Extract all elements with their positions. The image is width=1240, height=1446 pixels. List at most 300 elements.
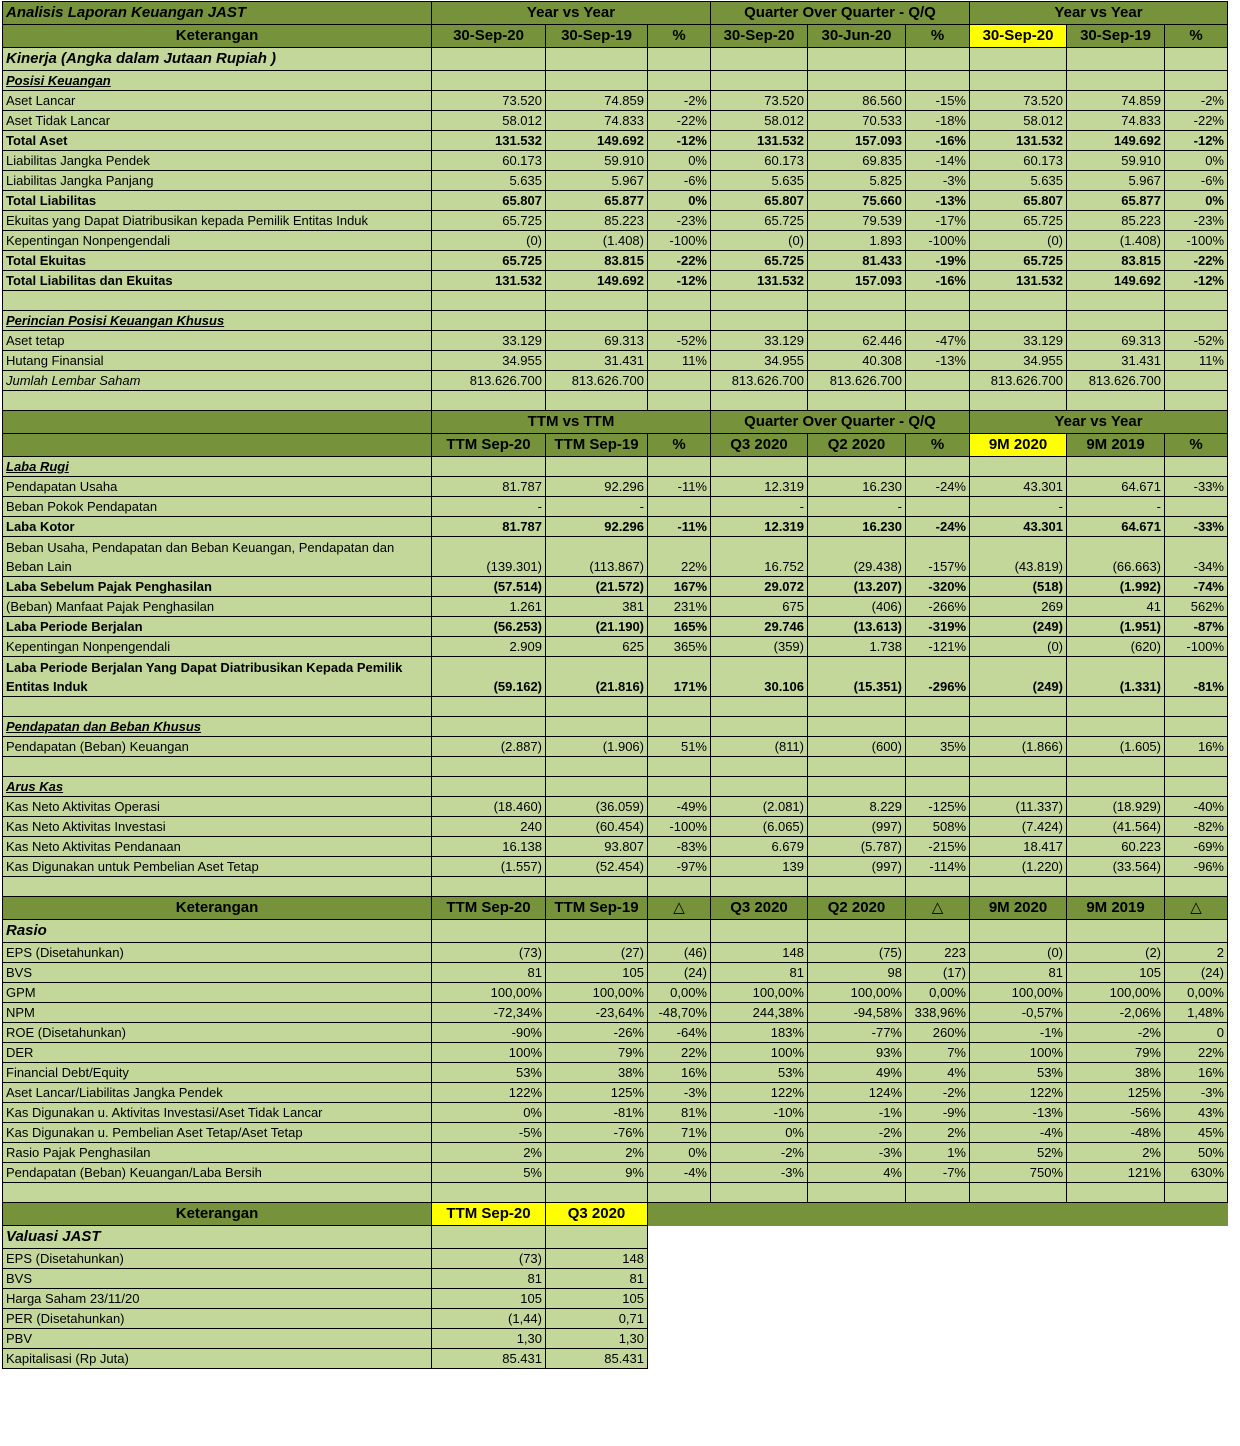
value-cell[interactable]	[906, 497, 970, 517]
value-cell[interactable]: (60.454)	[546, 817, 648, 837]
value-cell[interactable]: (249)	[970, 617, 1067, 637]
blank-cell[interactable]	[906, 1269, 970, 1289]
value-cell[interactable]: -34%	[1165, 537, 1228, 577]
value-cell[interactable]: -24%	[906, 517, 970, 537]
value-cell[interactable]: (406)	[808, 597, 906, 617]
value-cell[interactable]: (41.564)	[1067, 817, 1165, 837]
value-cell[interactable]: 6.679	[711, 837, 808, 857]
value-cell[interactable]: 60.223	[1067, 837, 1165, 857]
blank-cell[interactable]	[1067, 1203, 1165, 1226]
value-cell[interactable]: (2.887)	[432, 737, 546, 757]
value-cell[interactable]: -23,64%	[546, 1003, 648, 1023]
value-cell[interactable]: -15%	[906, 91, 970, 111]
empty-cell[interactable]	[1165, 457, 1228, 477]
value-cell[interactable]: (113.867)	[546, 537, 648, 577]
kinerja-label[interactable]: Kinerja (Angka dalam Jutaan Rupiah )	[3, 48, 432, 71]
value-cell[interactable]: 630%	[1165, 1163, 1228, 1183]
blank-cell[interactable]	[1067, 1249, 1165, 1269]
value-cell[interactable]: 58.012	[711, 111, 808, 131]
value-cell[interactable]: -52%	[648, 331, 711, 351]
empty-cell[interactable]	[711, 717, 808, 737]
value-cell[interactable]: 122%	[432, 1083, 546, 1103]
empty-cell[interactable]	[1165, 697, 1228, 717]
value-cell[interactable]: 813.626.700	[711, 371, 808, 391]
value-cell[interactable]: 65.807	[970, 191, 1067, 211]
row-label[interactable]: Total Liabilitas dan Ekuitas	[3, 271, 432, 291]
blank-cell[interactable]	[970, 1269, 1067, 1289]
value-cell[interactable]: 60.173	[970, 151, 1067, 171]
blank-cell[interactable]	[1165, 1349, 1228, 1369]
value-cell[interactable]: 92.296	[546, 517, 648, 537]
row-label[interactable]: Beban Usaha, Pendapatan dan Beban Keuangan, Pendapatan dan Beban Lain	[3, 537, 432, 577]
blank-cell[interactable]	[648, 1329, 711, 1349]
value-cell[interactable]: 16%	[1165, 1063, 1228, 1083]
empty-cell[interactable]	[546, 757, 648, 777]
value-cell[interactable]: (1.951)	[1067, 617, 1165, 637]
value-cell[interactable]: 22%	[648, 1043, 711, 1063]
value-cell[interactable]: -4%	[648, 1163, 711, 1183]
row-label[interactable]: DER	[3, 1043, 432, 1063]
empty-cell[interactable]	[906, 311, 970, 331]
value-cell[interactable]: -215%	[906, 837, 970, 857]
value-cell[interactable]: -47%	[906, 331, 970, 351]
row-label[interactable]: Pendapatan Usaha	[3, 477, 432, 497]
value-cell[interactable]: 85.223	[1067, 211, 1165, 231]
value-cell[interactable]: 85.431	[546, 1349, 648, 1369]
empty-cell[interactable]	[648, 48, 711, 71]
row-label[interactable]: EPS (Disetahunkan)	[3, 1249, 432, 1269]
row-label[interactable]: EPS (Disetahunkan)	[3, 943, 432, 963]
arus-kas-label[interactable]: Arus Kas	[3, 777, 432, 797]
empty-cell[interactable]	[970, 71, 1067, 91]
value-cell[interactable]: (13.207)	[808, 577, 906, 597]
value-cell[interactable]: 122%	[970, 1083, 1067, 1103]
value-cell[interactable]: 65.725	[970, 211, 1067, 231]
empty-cell[interactable]	[432, 391, 546, 411]
value-cell[interactable]: -56%	[1067, 1103, 1165, 1123]
value-cell[interactable]: -12%	[648, 271, 711, 291]
value-cell[interactable]: -	[970, 497, 1067, 517]
value-cell[interactable]: -13%	[906, 191, 970, 211]
value-cell[interactable]: (18.929)	[1067, 797, 1165, 817]
value-cell[interactable]: -9%	[906, 1103, 970, 1123]
empty-cell[interactable]	[711, 877, 808, 897]
empty-cell[interactable]	[1067, 757, 1165, 777]
value-cell[interactable]: -81%	[1165, 657, 1228, 697]
empty-cell[interactable]	[970, 920, 1067, 943]
value-cell[interactable]: 29.072	[711, 577, 808, 597]
value-cell[interactable]: 5.635	[711, 171, 808, 191]
value-cell[interactable]	[648, 371, 711, 391]
row-label[interactable]: NPM	[3, 1003, 432, 1023]
value-cell[interactable]: (56.253)	[432, 617, 546, 637]
value-cell[interactable]: -64%	[648, 1023, 711, 1043]
value-cell[interactable]: 74.833	[1067, 111, 1165, 131]
value-cell[interactable]: -17%	[906, 211, 970, 231]
value-cell[interactable]: 5.967	[1067, 171, 1165, 191]
value-cell[interactable]: -100%	[648, 817, 711, 837]
value-cell[interactable]: 0,71	[546, 1309, 648, 1329]
empty-cell[interactable]	[432, 1183, 546, 1203]
column-header[interactable]: Q2 2020	[808, 897, 906, 920]
value-cell[interactable]: 11%	[1165, 351, 1228, 371]
value-cell[interactable]: (1.331)	[1067, 657, 1165, 697]
value-cell[interactable]: -19%	[906, 251, 970, 271]
value-cell[interactable]: 81	[970, 963, 1067, 983]
column-header[interactable]: Q3 2020	[711, 434, 808, 457]
value-cell[interactable]: 100,00%	[711, 983, 808, 1003]
value-cell[interactable]: (18.460)	[432, 797, 546, 817]
empty-cell[interactable]	[970, 48, 1067, 71]
empty-cell[interactable]	[432, 291, 546, 311]
empty-cell[interactable]	[808, 311, 906, 331]
value-cell[interactable]: 59.910	[1067, 151, 1165, 171]
value-cell[interactable]: 4%	[906, 1063, 970, 1083]
value-cell[interactable]: -52%	[1165, 331, 1228, 351]
value-cell[interactable]: 105	[432, 1289, 546, 1309]
value-cell[interactable]: 813.626.700	[970, 371, 1067, 391]
value-cell[interactable]: -7%	[906, 1163, 970, 1183]
empty-cell[interactable]	[906, 920, 970, 943]
value-cell[interactable]: 131.532	[711, 271, 808, 291]
empty-cell[interactable]	[546, 717, 648, 737]
empty-cell[interactable]	[546, 71, 648, 91]
value-cell[interactable]: -22%	[1165, 111, 1228, 131]
value-cell[interactable]: -0,57%	[970, 1003, 1067, 1023]
empty-cell[interactable]	[1165, 71, 1228, 91]
column-header[interactable]: Keterangan	[3, 1203, 432, 1226]
empty-cell[interactable]	[808, 291, 906, 311]
column-header[interactable]: TTM Sep-20	[432, 1203, 546, 1226]
column-header[interactable]: 9M 2020	[970, 434, 1067, 457]
value-cell[interactable]: 125%	[1067, 1083, 1165, 1103]
value-cell[interactable]: 81.787	[432, 517, 546, 537]
value-cell[interactable]: -16%	[906, 131, 970, 151]
value-cell[interactable]: -33%	[1165, 517, 1228, 537]
value-cell[interactable]: 1,30	[432, 1329, 546, 1349]
value-cell[interactable]: (1.557)	[432, 857, 546, 877]
value-cell[interactable]: 79.539	[808, 211, 906, 231]
col-8[interactable]: 30-Sep-19	[1067, 25, 1165, 48]
value-cell[interactable]: 81	[432, 1269, 546, 1289]
column-header[interactable]: %	[906, 434, 970, 457]
empty-cell[interactable]	[906, 777, 970, 797]
empty-cell[interactable]	[808, 391, 906, 411]
value-cell[interactable]: -3%	[648, 1083, 711, 1103]
value-cell[interactable]: 105	[546, 1289, 648, 1309]
row-label[interactable]: Liabilitas Jangka Pendek	[3, 151, 432, 171]
blank-cell[interactable]	[808, 1329, 906, 1349]
empty-cell[interactable]	[648, 71, 711, 91]
value-cell[interactable]: 149.692	[1067, 271, 1165, 291]
blank-cell[interactable]	[711, 1329, 808, 1349]
value-cell[interactable]: 81.433	[808, 251, 906, 271]
empty-cell[interactable]	[906, 697, 970, 717]
blank-cell[interactable]	[906, 1329, 970, 1349]
blank-cell[interactable]	[1067, 1226, 1165, 1249]
value-cell[interactable]: -114%	[906, 857, 970, 877]
row-label[interactable]: Kas Digunakan u. Pembelian Aset Tetap/Aset Tetap	[3, 1123, 432, 1143]
value-cell[interactable]: 124%	[808, 1083, 906, 1103]
value-cell[interactable]: -72,34%	[432, 1003, 546, 1023]
value-cell[interactable]: -26%	[546, 1023, 648, 1043]
value-cell[interactable]: -3%	[711, 1163, 808, 1183]
value-cell[interactable]: -	[808, 497, 906, 517]
empty-cell[interactable]	[970, 391, 1067, 411]
blank-cell[interactable]	[808, 1249, 906, 1269]
value-cell[interactable]: -13%	[970, 1103, 1067, 1123]
empty-cell[interactable]	[906, 391, 970, 411]
value-cell[interactable]: -320%	[906, 577, 970, 597]
value-cell[interactable]: 40.308	[808, 351, 906, 371]
value-cell[interactable]: 100,00%	[1067, 983, 1165, 1003]
group-qoq-1[interactable]: Quarter Over Quarter - Q/Q	[711, 2, 970, 25]
col-keterangan[interactable]: Keterangan	[3, 25, 432, 48]
value-cell[interactable]: 41	[1067, 597, 1165, 617]
value-cell[interactable]: 49%	[808, 1063, 906, 1083]
value-cell[interactable]: 100,00%	[970, 983, 1067, 1003]
value-cell[interactable]: (21.572)	[546, 577, 648, 597]
row-label[interactable]: Laba Periode Berjalan	[3, 617, 432, 637]
row-label[interactable]: Kas Digunakan untuk Pembelian Aset Tetap	[3, 857, 432, 877]
blank-cell[interactable]	[970, 1329, 1067, 1349]
blank-cell[interactable]	[906, 1289, 970, 1309]
value-cell[interactable]: -48%	[1067, 1123, 1165, 1143]
value-cell[interactable]: 122%	[711, 1083, 808, 1103]
value-cell[interactable]: 11%	[648, 351, 711, 371]
value-cell[interactable]: 0	[1165, 1023, 1228, 1043]
value-cell[interactable]: -82%	[1165, 817, 1228, 837]
value-cell[interactable]: (997)	[808, 817, 906, 837]
value-cell[interactable]: 65.877	[546, 191, 648, 211]
value-cell[interactable]: 51%	[648, 737, 711, 757]
value-cell[interactable]: -125%	[906, 797, 970, 817]
row-label[interactable]: Rasio Pajak Penghasilan	[3, 1143, 432, 1163]
value-cell[interactable]: 58.012	[432, 111, 546, 131]
empty-cell[interactable]	[546, 777, 648, 797]
empty-cell[interactable]	[808, 777, 906, 797]
row-label[interactable]: Total Aset	[3, 131, 432, 151]
value-cell[interactable]: 100,00%	[432, 983, 546, 1003]
blank-cell[interactable]	[1067, 1289, 1165, 1309]
value-cell[interactable]: 562%	[1165, 597, 1228, 617]
col-7-highlighted[interactable]: 30-Sep-20	[970, 25, 1067, 48]
value-cell[interactable]: 69.835	[808, 151, 906, 171]
empty-cell[interactable]	[906, 1183, 970, 1203]
pendapatan-beban-khusus-label[interactable]: Pendapatan dan Beban Khusus	[3, 717, 432, 737]
empty-cell[interactable]	[1165, 920, 1228, 943]
empty-cell[interactable]	[970, 311, 1067, 331]
empty-cell[interactable]	[546, 1183, 648, 1203]
value-cell[interactable]: (1.408)	[1067, 231, 1165, 251]
empty-cell[interactable]	[808, 877, 906, 897]
empty-cell[interactable]	[1165, 311, 1228, 331]
value-cell[interactable]: 69.313	[1067, 331, 1165, 351]
empty-cell[interactable]	[546, 697, 648, 717]
value-cell[interactable]: 675	[711, 597, 808, 617]
value-cell[interactable]: 12.319	[711, 477, 808, 497]
value-cell[interactable]: (620)	[1067, 637, 1165, 657]
value-cell[interactable]: 34.955	[432, 351, 546, 371]
value-cell[interactable]: (0)	[970, 637, 1067, 657]
value-cell[interactable]: (43.819)	[970, 537, 1067, 577]
value-cell[interactable]: 139	[711, 857, 808, 877]
value-cell[interactable]: 53%	[432, 1063, 546, 1083]
empty-cell[interactable]	[432, 1226, 546, 1249]
value-cell[interactable]: -23%	[1165, 211, 1228, 231]
value-cell[interactable]: 813.626.700	[1067, 371, 1165, 391]
value-cell[interactable]: 5.635	[970, 171, 1067, 191]
value-cell[interactable]: 65.877	[1067, 191, 1165, 211]
value-cell[interactable]: 0%	[648, 1143, 711, 1163]
empty-cell[interactable]	[808, 920, 906, 943]
value-cell[interactable]: 65.725	[711, 251, 808, 271]
value-cell[interactable]: 365%	[648, 637, 711, 657]
value-cell[interactable]: 92.296	[546, 477, 648, 497]
row-label[interactable]: BVS	[3, 963, 432, 983]
empty-cell[interactable]	[808, 71, 906, 91]
group-header[interactable]: Year vs Year	[970, 411, 1228, 434]
empty-cell[interactable]	[1165, 877, 1228, 897]
laba-rugi-label[interactable]: Laba Rugi	[3, 457, 432, 477]
blank-cell[interactable]	[648, 1249, 711, 1269]
value-cell[interactable]: 33.129	[711, 331, 808, 351]
blank-cell[interactable]	[1165, 1269, 1228, 1289]
value-cell[interactable]: (0)	[970, 943, 1067, 963]
blank-cell[interactable]	[711, 1289, 808, 1309]
value-cell[interactable]: -	[711, 497, 808, 517]
blank-cell[interactable]	[711, 1249, 808, 1269]
empty-cell[interactable]	[546, 457, 648, 477]
blank-cell[interactable]	[648, 1203, 711, 1226]
empty-cell[interactable]	[711, 697, 808, 717]
value-cell[interactable]: (1.408)	[546, 231, 648, 251]
value-cell[interactable]: -3%	[906, 171, 970, 191]
value-cell[interactable]: 33.129	[432, 331, 546, 351]
value-cell[interactable]: 813.626.700	[432, 371, 546, 391]
value-cell[interactable]: (0)	[432, 231, 546, 251]
value-cell[interactable]: 74.859	[1067, 91, 1165, 111]
value-cell[interactable]: 70.533	[808, 111, 906, 131]
value-cell[interactable]: 0%	[648, 191, 711, 211]
row-label[interactable]: Kas Digunakan u. Aktivitas Investasi/Aset Tidak Lancar	[3, 1103, 432, 1123]
value-cell[interactable]: 171%	[648, 657, 711, 697]
blank-cell[interactable]	[970, 1249, 1067, 1269]
value-cell[interactable]: 149.692	[546, 271, 648, 291]
value-cell[interactable]: 100,00%	[808, 983, 906, 1003]
value-cell[interactable]: -4%	[970, 1123, 1067, 1143]
row-label[interactable]: Ekuitas yang Dapat Diatribusikan kepada Pemilik Entitas Induk	[3, 211, 432, 231]
value-cell[interactable]: 750%	[970, 1163, 1067, 1183]
blank-cell[interactable]	[1067, 1329, 1165, 1349]
blank-cell[interactable]	[1165, 1289, 1228, 1309]
value-cell[interactable]: 0,00%	[648, 983, 711, 1003]
value-cell[interactable]: 16.230	[808, 477, 906, 497]
value-cell[interactable]: 81	[432, 963, 546, 983]
value-cell[interactable]: 81	[546, 1269, 648, 1289]
value-cell[interactable]: -6%	[648, 171, 711, 191]
empty-cell[interactable]	[906, 877, 970, 897]
blank-cell[interactable]	[970, 1289, 1067, 1309]
value-cell[interactable]: 4%	[808, 1163, 906, 1183]
value-cell[interactable]: 9%	[546, 1163, 648, 1183]
value-cell[interactable]: (139.301)	[432, 537, 546, 577]
value-cell[interactable]: -69%	[1165, 837, 1228, 857]
empty-cell[interactable]	[711, 457, 808, 477]
value-cell[interactable]: 0%	[1165, 151, 1228, 171]
empty-cell[interactable]	[970, 457, 1067, 477]
row-label[interactable]: Laba Periode Berjalan Yang Dapat Diatribusikan Kepada Pemilik Entitas Induk	[3, 657, 432, 697]
empty-cell[interactable]	[711, 920, 808, 943]
value-cell[interactable]: 64.671	[1067, 517, 1165, 537]
value-cell[interactable]: 81%	[648, 1103, 711, 1123]
empty-cell[interactable]	[432, 48, 546, 71]
row-label[interactable]: Total Ekuitas	[3, 251, 432, 271]
value-cell[interactable]: -16%	[906, 271, 970, 291]
value-cell[interactable]: -48,70%	[648, 1003, 711, 1023]
value-cell[interactable]: (52.454)	[546, 857, 648, 877]
value-cell[interactable]: 22%	[1165, 1043, 1228, 1063]
value-cell[interactable]: 105	[546, 963, 648, 983]
value-cell[interactable]: -2%	[1165, 91, 1228, 111]
value-cell[interactable]: (29.438)	[808, 537, 906, 577]
column-header[interactable]: Q2 2020	[808, 434, 906, 457]
empty-cell[interactable]	[808, 457, 906, 477]
value-cell[interactable]: (24)	[1165, 963, 1228, 983]
posisi-keuangan-label[interactable]: Posisi Keuangan	[3, 71, 432, 91]
value-cell[interactable]: 381	[546, 597, 648, 617]
value-cell[interactable]: -96%	[1165, 857, 1228, 877]
value-cell[interactable]: 60.173	[432, 151, 546, 171]
value-cell[interactable]: 1,48%	[1165, 1003, 1228, 1023]
value-cell[interactable]: (73)	[432, 1249, 546, 1269]
value-cell[interactable]: -22%	[648, 251, 711, 271]
value-cell[interactable]: (36.059)	[546, 797, 648, 817]
empty-cell[interactable]	[648, 311, 711, 331]
value-cell[interactable]: 0%	[1165, 191, 1228, 211]
row-label[interactable]: PBV	[3, 1329, 432, 1349]
col-9[interactable]: %	[1165, 25, 1228, 48]
empty-cell[interactable]	[648, 697, 711, 717]
empty-cell[interactable]	[906, 757, 970, 777]
row-label[interactable]: Pendapatan (Beban) Keuangan	[3, 737, 432, 757]
value-cell[interactable]: (997)	[808, 857, 906, 877]
value-cell[interactable]: 73.520	[432, 91, 546, 111]
value-cell[interactable]: -81%	[546, 1103, 648, 1123]
column-header[interactable]: 9M 2020	[970, 897, 1067, 920]
value-cell[interactable]: (27)	[546, 943, 648, 963]
empty-cell[interactable]	[648, 717, 711, 737]
value-cell[interactable]: -83%	[648, 837, 711, 857]
empty-cell[interactable]	[1165, 717, 1228, 737]
value-cell[interactable]: 74.859	[546, 91, 648, 111]
value-cell[interactable]: 65.725	[432, 211, 546, 231]
value-cell[interactable]: 5%	[432, 1163, 546, 1183]
value-cell[interactable]: -24%	[906, 477, 970, 497]
row-label[interactable]: Liabilitas Jangka Panjang	[3, 171, 432, 191]
value-cell[interactable]: 83.815	[1067, 251, 1165, 271]
value-cell[interactable]: (1.906)	[546, 737, 648, 757]
empty-cell[interactable]	[970, 1183, 1067, 1203]
row-label[interactable]: Kas Neto Aktivitas Operasi	[3, 797, 432, 817]
blank-cell[interactable]	[711, 1269, 808, 1289]
value-cell[interactable]: 223	[906, 943, 970, 963]
value-cell[interactable]: (249)	[970, 657, 1067, 697]
value-cell[interactable]: -100%	[1165, 231, 1228, 251]
value-cell[interactable]	[906, 371, 970, 391]
column-header[interactable]: %	[648, 434, 711, 457]
empty-cell[interactable]	[906, 71, 970, 91]
